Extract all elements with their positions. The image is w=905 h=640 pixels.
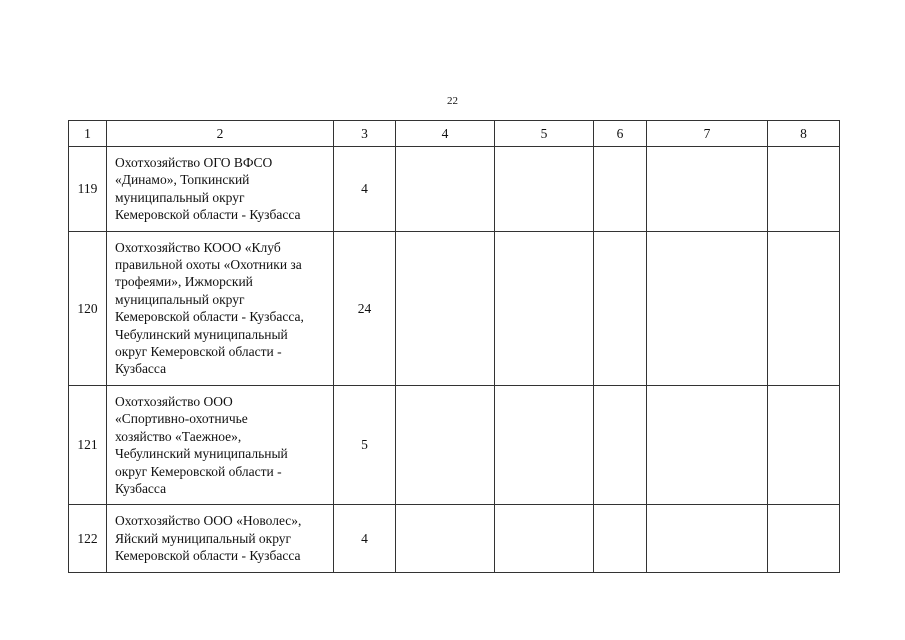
table-row [69,147,840,232]
column-header-7: 7 [647,121,768,147]
quantity-cell: 5 [334,385,396,504]
empty-cell [594,147,647,232]
hunting-ground-name [107,385,334,504]
quantity-cell: 4 [334,505,396,572]
empty-cell [768,385,840,504]
empty-cell [495,385,594,504]
empty-cell [396,147,495,232]
empty-cell [647,505,768,572]
empty-cell [647,385,768,504]
empty-cell [768,147,840,232]
name-line: трофеями», Ижморский [115,274,253,290]
name-line: Кемеровской области - Кузбасса [115,548,301,564]
column-header-4: 4 [396,121,495,147]
empty-cell [594,385,647,504]
hunting-ground-name [107,147,334,232]
name-line: Кузбасса [115,480,167,496]
name-line: Охотхозяйство ОГО ВФСО [115,155,273,170]
empty-cell [768,505,840,572]
name-line: округ Кемеровской области - [115,344,282,360]
quantity-cell: 24 [334,231,396,385]
name-line: Охотхозяйство КООО «Клуб [115,239,281,255]
name-line: округ Кемеровской области - [115,463,282,479]
empty-cell [495,147,594,232]
column-number-row [69,121,840,147]
empty-cell [495,505,594,572]
column-header-5: 5 [495,121,594,147]
name-line: Чебулинский муниципальный [115,446,288,462]
name-line: хозяйство «Таежное», [115,428,242,444]
quantity-cell: 4 [334,147,396,232]
empty-cell [647,231,768,385]
name-line: Яйский муниципальный округ [115,530,292,546]
name-line: Кемеровской области - Кузбасса [115,207,301,223]
hunting-grounds-table [68,120,840,573]
name-line: правильной охоты «Охотники за [115,257,302,273]
name-line: Кемеровской области - Кузбасса, [115,309,304,325]
empty-cell [396,231,495,385]
table-row [69,505,840,572]
name-line: Кузбасса [115,361,167,377]
row-number: 120 [69,231,107,385]
name-line: Охотхозяйство ООО [115,393,233,409]
empty-cell [647,147,768,232]
column-header-8: 8 [768,121,840,147]
empty-cell [396,385,495,504]
name-line: Чебулинский муниципальный [115,326,288,342]
name-line: «Спортивно-охотничье [115,411,248,427]
hunting-ground-name [107,505,334,572]
column-header-1: 1 [69,121,107,147]
column-header-6: 6 [594,121,647,147]
page-number: 22 [447,95,458,107]
row-number: 122 [69,505,107,572]
name-line: муниципальный округ [115,291,245,307]
table-row [69,385,840,504]
row-number: 121 [69,385,107,504]
row-number: 119 [69,147,107,232]
empty-cell [594,231,647,385]
empty-cell [495,231,594,385]
empty-cell [594,505,647,572]
name-line: «Динамо», Топкинский [115,172,250,188]
empty-cell [768,231,840,385]
column-header-3: 3 [334,121,396,147]
name-line: муниципальный округ [115,189,245,205]
name-line: Охотхозяйство ООО «Новолес», [115,513,302,529]
hunting-ground-name [107,231,334,385]
column-header-2: 2 [107,121,334,147]
empty-cell [396,505,495,572]
table-row [69,231,840,385]
